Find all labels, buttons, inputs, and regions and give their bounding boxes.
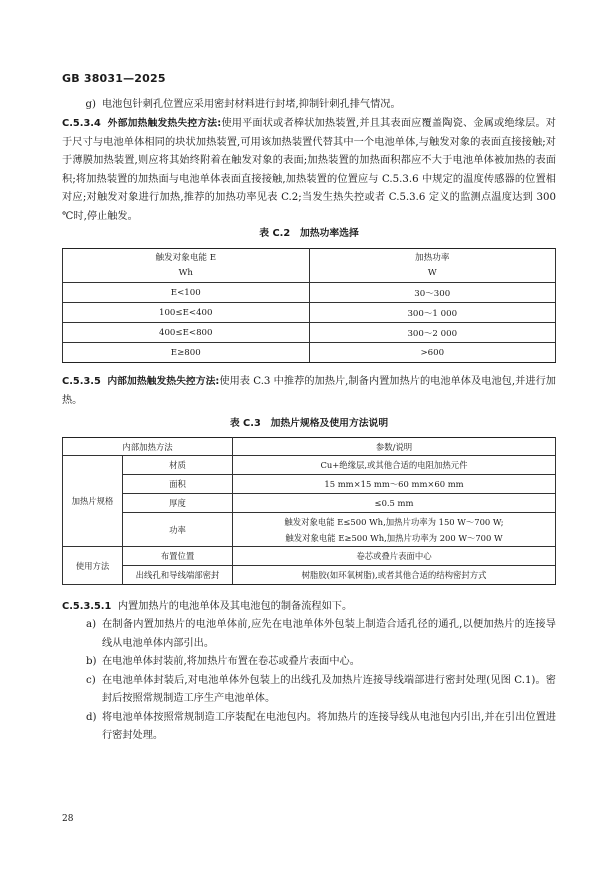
table-c3-power-label: 功率	[123, 513, 233, 547]
table-c3-header-param: 参数/说明	[233, 438, 556, 456]
table-c3-position-value: 卷芯或叠片表面中心	[233, 547, 556, 566]
table-row	[63, 547, 556, 566]
section-c534-num: C.5.3.4	[62, 118, 101, 129]
item-g	[62, 96, 556, 115]
list-item	[62, 653, 556, 672]
table-c3-thickness-label: 厚度	[123, 494, 233, 513]
table-c3-group-usage: 使用方法	[63, 547, 123, 585]
table-c3-material-label: 材质	[123, 456, 233, 475]
table-c2-power: 300～2 000	[309, 323, 556, 343]
table-row	[63, 513, 556, 547]
table-row	[63, 456, 556, 475]
table-c3-group-spec: 加热片规格	[63, 456, 123, 547]
step-label: a)	[86, 619, 97, 630]
table-row	[63, 323, 556, 343]
table-c3-material-value: Cu+绝缘层,或其他合适的电阻加热元件	[233, 456, 556, 475]
step-label: c)	[86, 674, 96, 686]
section-c5351-body: 内置加热片的电池单体及其电池包的制备流程如下。	[117, 601, 353, 612]
table-c3-header-method: 内部加热方法	[63, 438, 233, 456]
table-row	[63, 475, 556, 494]
step-label: b)	[86, 656, 97, 667]
table-row	[63, 283, 556, 303]
table-c3-caption: 表 C.3 加热片规格及使用方法说明	[229, 418, 389, 429]
table-c3-seal-value: 树脂胶(如环氧树脂),或者其他合适的结构密封方式	[233, 566, 556, 585]
table-c3-power-value: 触发对象电能 E≤500 Wh,加热片功率为 150 W～700 W; 触发对象电能 E≥500 Wh,加热片功率为 200 W～700 W	[233, 513, 556, 547]
table-c2-power: >600	[309, 343, 556, 363]
table-c2-energy: E≥800	[63, 343, 310, 363]
table-c3-area-label: 面积	[123, 475, 233, 494]
table-row	[63, 343, 556, 363]
table-c3-seal-label: 出线孔和导线端部密封	[123, 566, 233, 585]
table-c2	[62, 248, 556, 363]
table-c2-energy: 400≤E<800	[63, 323, 310, 343]
step-text: 在电池单体封装后,对电池单体外包装上的出线孔及加热片连接导线端部进行密封处理(见图 C.1)。密封后按照常规制造工序生产电池单体。	[102, 674, 556, 704]
table-c3-thickness-value: ≤0.5 mm	[233, 494, 556, 513]
table-c2-col1-header: 触发对象电能 E Wh	[63, 249, 310, 283]
table-c3-area-value: 15 mm×15 mm～60 mm×60 mm	[233, 475, 556, 494]
page-number: 28	[62, 814, 74, 824]
table-c2-col2-header: 加热功率 W	[309, 249, 556, 283]
section-c534-title: 外部加热触发热失控方法:	[107, 118, 222, 129]
table-row	[63, 494, 556, 513]
table-c2-energy: E<100	[63, 283, 310, 303]
step-list	[62, 616, 556, 746]
section-c535-body: 使用表 C.3 中推荐的加热片,制备内置加热片的电池单体及电池包,并进行加热。	[62, 376, 556, 406]
table-row	[63, 566, 556, 585]
item-g-text: 电池包针刺孔位置应采用密封材料进行封堵,抑制针刺孔排气情况。	[102, 99, 401, 110]
standard-number: GB 38031—2025	[62, 72, 166, 85]
list-item	[62, 672, 556, 709]
section-c535-title: 内部加热触发热失控方法:	[107, 376, 220, 387]
section-c534-body: 使用平面状或者棒状加热装置,并且其表面应覆盖陶瓷、金属或绝缘层。对于尺寸与电池单体相同的块状加热装置,可用该加热装置代替其中一个电池单体,与触发对象的表面直接接触;对于薄膜加热装置,则应将其始终附着在触发对象的表面;加热装置的加热面积都应不大于电池单体被加热的表面积;将加热装置的加热面与电池单体表面直接接触,加热装置的位置应与 C.5.3.6 中规定的温度传感器的位置相对应;对触发对象进行加热,推荐的加热功率见表 C.2;当发生热失控或者 C.5.3.6 定义的监测点温度达到 300 ℃时,停止触发。	[62, 118, 556, 222]
table-c2-power: 30～300	[309, 283, 556, 303]
step-text: 在制备内置加热片的电池单体前,应先在电池单体外包装上制造合适孔径的通孔,以便加热片的连接导线从电池单体内部引出。	[102, 619, 556, 649]
table-row	[63, 303, 556, 323]
section-c5351	[62, 598, 556, 617]
table-c2-power: 300～1 000	[309, 303, 556, 323]
step-label: d)	[86, 711, 97, 723]
table-c2-energy: 100≤E<400	[63, 303, 310, 323]
item-g-label: g)	[85, 99, 96, 110]
list-item	[62, 616, 556, 653]
section-c535-num: C.5.3.5	[62, 376, 101, 387]
table-c3-position-label: 布置位置	[123, 547, 233, 566]
table-c3	[62, 437, 556, 585]
section-c534	[62, 115, 556, 226]
step-text: 将电池单体按照常规制造工序装配在电池包内。将加热片的连接导线从电池包内引出,并在引出位置进行密封处理。	[102, 711, 556, 741]
list-item	[62, 709, 556, 746]
table-c2-caption: 表 C.2 加热功率选择	[259, 228, 359, 239]
step-text: 在电池单体封装前,将加热片布置在卷芯或叠片表面中心。	[102, 656, 360, 667]
section-c5351-num: C.5.3.5.1	[62, 601, 112, 612]
section-c535	[62, 373, 556, 410]
